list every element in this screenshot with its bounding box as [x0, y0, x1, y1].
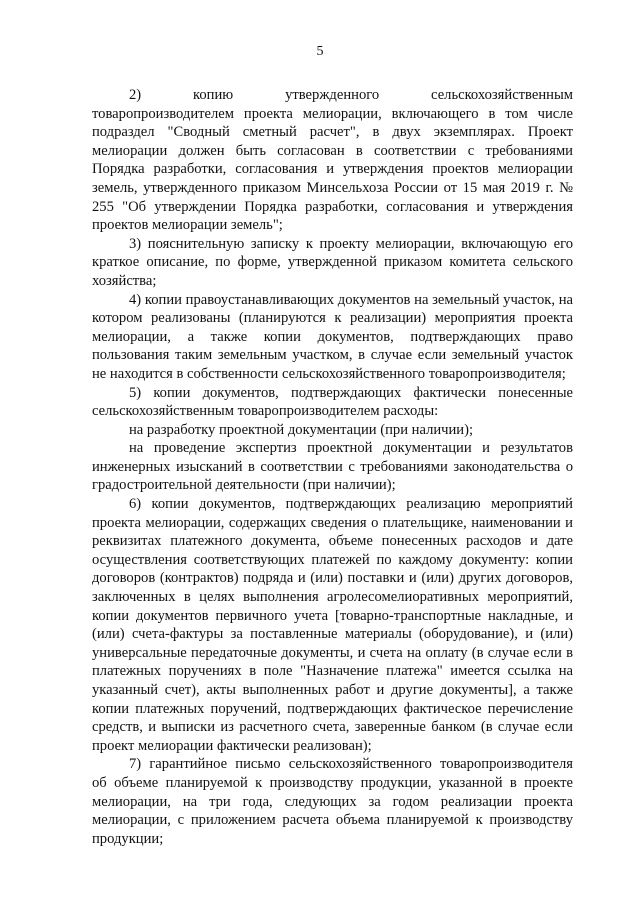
paragraph-item-5: 5) копии документов, подтверждающих фактически понесенные сельскохозяйственным товаропроизводителем расходы:: [92, 384, 573, 420]
document-body: [92, 86, 573, 848]
paragraph-item-6: 6) копии документов, подтверждающих реализацию мероприятий проекта мелиорации, содержащих сведения о плательщике, наименовании и реквизитах платежного документа, объеме понесенных расходов и дате осуществления соответствующих платежей по каждому документу: копии договоров (контрактов) подряда и (или) поставки и (или) других договоров, заключенных в целях выполнения агролесомелиоративных мероприятий, копии документов первичного учета [товарно-транспортные накладные, и (или) счета-фактуры за поставленные материалы (оборудование), и (или) универсальные передаточные документы, и счета на оплату (в случае если в платежных поручениях в поле "Назначение платежа" имеется ссылка на указанный счет), акты выполненных работ и другие документы], а также копии платежных поручений, подтверждающих фактическое перечисление средств, и выписки из расчетного счета, заверенные банком (в случае если проект мелиорации фактически реализован);: [92, 496, 573, 754]
paragraph-item-2: 2) копию утвержденного сельскохозяйственным товаропроизводителем проекта мелиорации, включающего в том числе подраздел "Сводный сметный расчет", в двух экземплярах. Проект мелиорации должен быть согласован в соответствии с требованиями Порядка разработки, согласования и утверждения проектов мелиорации земель, утвержденного приказом Минсельхоза России от 15 мая 2019 г. № 255 "Об утверждении Порядка разработки, согласования и утверждения проектов мелиорации земель";: [92, 87, 573, 234]
page-number: 5: [316, 44, 324, 59]
paragraph-subitem-design-docs: на разработку проектной документации (при наличии);: [129, 421, 474, 438]
paragraph-subitem-expertise: на проведение экспертиз проектной документации и результатов инженерных изысканий в соответствии с требованиями законодательства о градостроительной деятельности (при наличии);: [92, 440, 573, 494]
paragraph-item-7: 7) гарантийное письмо сельскохозяйственного товаропроизводителя об объеме планируемой к производству продукции, указанной в проекте мелиорации, на три года, следующих за годом реализации проекта мелиорации, с приложением расчета объема планируемой к производству продукции;: [92, 756, 573, 847]
paragraph-item-3: 3) пояснительную записку к проекту мелиорации, включающую его краткое описание, по форме, утвержденной приказом комитета сельского хозяйства;: [92, 235, 573, 289]
paragraph-item-4: 4) копии правоустанавливающих документов на земельный участок, на котором реализованы (планируются к реализации) мероприятия проекта мелиорации, а также копии документов, подтверждающих право пользования таким земельным участком, в случае если земельный участок не находится в собственности сельскохозяйственного товаропроизводителя;: [92, 291, 573, 382]
